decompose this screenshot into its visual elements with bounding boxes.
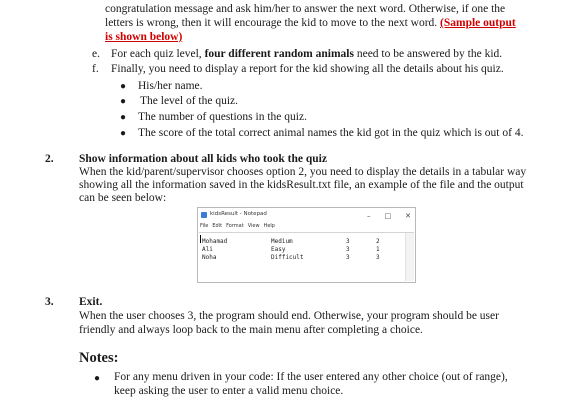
section-3-heading: Exit.: [79, 296, 103, 308]
notes-line-1: For any menu driven in your code: If the user entered any other choice (out of range),: [114, 371, 508, 383]
item-f-marker: f.: [92, 63, 99, 75]
row-2-score: 1: [376, 246, 380, 253]
row-3-name: Noha: [202, 254, 217, 261]
window-controls: [367, 210, 411, 224]
item-e-text: [111, 48, 502, 62]
row-3-score: 3: [376, 254, 380, 261]
item-e-bold: four different random animals: [204, 48, 354, 60]
notes-heading: Notes:: [79, 350, 119, 366]
intro-line-2: [105, 17, 516, 31]
notepad-app-icon: [201, 212, 207, 218]
bullet-dot-icon: ●: [120, 96, 127, 107]
item-e-pre: For each quiz level,: [111, 48, 202, 60]
menu-view[interactable]: View: [247, 222, 260, 229]
bullet-dot-icon: ●: [94, 373, 101, 384]
row-1-level: Medium: [271, 238, 293, 245]
menu-help[interactable]: Help: [263, 222, 275, 229]
section-3-para-1: When the user chooses 3, the program should end. Otherwise, your program should be user: [79, 310, 499, 322]
sample-output-link-a[interactable]: (Sample output: [440, 17, 516, 29]
menu-format[interactable]: Format: [226, 222, 244, 229]
section-2-para-1: When the kid/parent/supervisor chooses option 2, you need to display the details in a tabular way: [79, 166, 527, 178]
item-e-post: need to be answered by the kid.: [356, 48, 503, 60]
section-3-number: 3.: [45, 296, 54, 308]
text-caret: [200, 235, 201, 243]
notes-line-2: keep asking the user to enter a valid menu choice.: [114, 385, 344, 397]
bullet-dot-icon: ●: [120, 81, 127, 92]
row-1-name: Mohamad: [202, 238, 228, 245]
notepad-titlebar: [198, 208, 415, 222]
section-2-para-3: can be seen below:: [79, 192, 167, 204]
bullet-item-score: The score of the total correct animal names the kid got in the quiz which is out of 4.: [138, 127, 524, 139]
row-2-questions: 3: [346, 246, 350, 253]
intro-line-1: congratulation message and ask him/her to answer the next word. Otherwise, if one the: [105, 3, 506, 15]
notepad-text-area[interactable]: [199, 232, 414, 281]
menu-file[interactable]: File: [200, 222, 209, 229]
item-e-marker: e.: [92, 48, 100, 60]
notepad-window: [197, 207, 416, 283]
bullet-item-name: His/her name.: [138, 80, 203, 92]
intro-line-2-text: letters is wrong, then it will encourage the kid to move to the next word.: [105, 17, 438, 29]
close-icon[interactable]: ✕: [405, 212, 411, 220]
bullet-item-level: The level of the quiz.: [140, 95, 239, 107]
bullet-item-questions: The number of questions in the quiz.: [138, 111, 307, 123]
sample-output-link-b[interactable]: is shown below): [105, 31, 183, 43]
item-f-text: Finally, you need to display a report for the kid showing all the details about his quiz.: [111, 63, 504, 75]
bullet-dot-icon: ●: [120, 128, 127, 139]
section-2-para-2: showing all the information saved in the kidsResult.txt file, an example of the file and the output: [79, 179, 524, 191]
section-3-para-2: friendly and always loop back to the main menu after completing a choice.: [79, 324, 423, 336]
section-2-number: 2.: [45, 153, 54, 165]
section-2-heading: Show information about all kids who took the quiz: [79, 153, 327, 165]
maximize-icon[interactable]: □: [384, 212, 392, 220]
bullet-dot-icon: ●: [120, 112, 127, 123]
row-2-level: Easy: [271, 246, 286, 253]
row-1-score: 2: [376, 238, 380, 245]
menu-edit[interactable]: Edit: [212, 222, 223, 229]
row-1-questions: 3: [346, 238, 350, 245]
notepad-title: kidsResult - Notepad: [210, 211, 267, 218]
minimize-icon[interactable]: –: [367, 212, 371, 220]
row-2-name: Ali: [202, 246, 213, 253]
notepad-scrollbar[interactable]: [405, 233, 414, 281]
row-3-level: Difficult: [271, 254, 304, 261]
row-3-questions: 3: [346, 254, 350, 261]
